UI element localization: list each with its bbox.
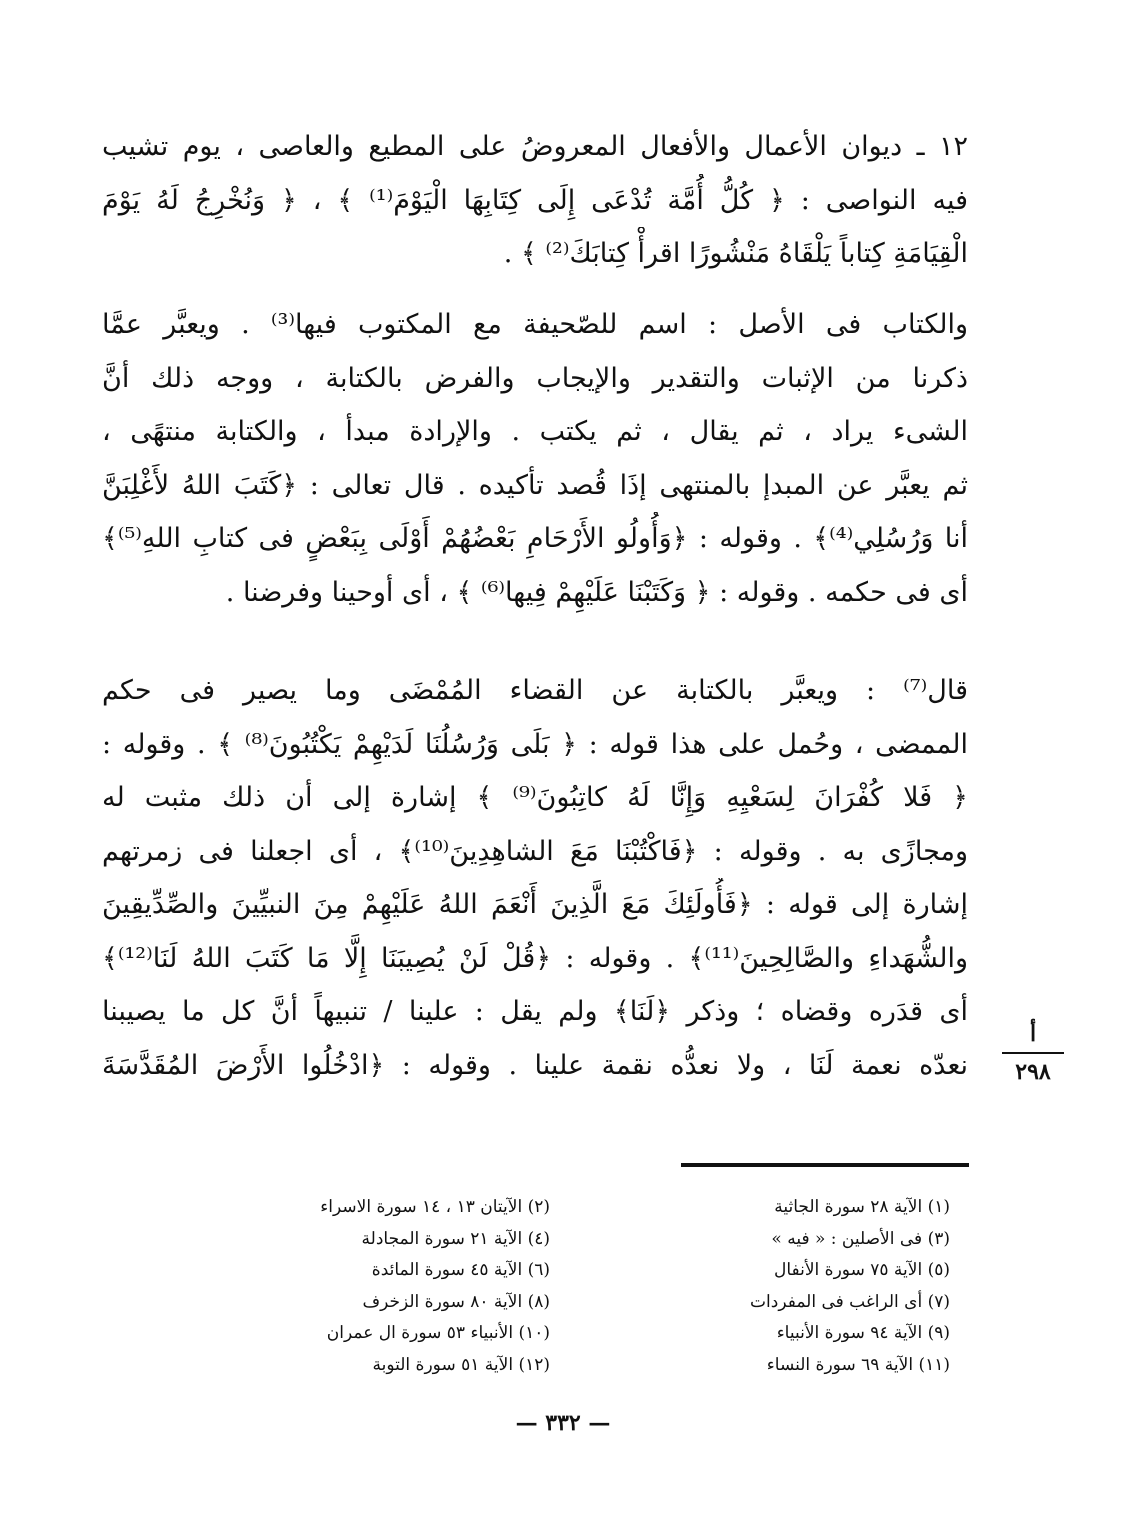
footnote: (١) الآية ٢٨ سورة الجاثية: [774, 1197, 950, 1217]
footnotes-right-column: [590, 1192, 950, 1381]
footnote: (٧) أى الراغب فى المفردات: [750, 1291, 950, 1312]
text-line: والشُّهَداءِ والصَّالِحِينَ⁽¹¹⁾﴾ . وقوله : ﴿قُلْ لَنْ يُصِيبَنَا إِلَّا مَا كَتَبَ اللهُ لَنَا⁽¹²⁾﴾: [102, 942, 968, 974]
footnote-separator: [681, 1163, 969, 1167]
paragraph-2: [102, 298, 968, 619]
text-line: أنا وَرُسُلِي⁽⁴⁾﴾ . وقوله : ﴿وَأُولُو الأَرْحَامِ بَعْضُهُمْ أَوْلَى بِبَعْضٍ فى كتابِ اللهِ⁽⁵⁾﴾: [102, 523, 968, 554]
text-line: ﴿ فَلا كُفْرَانَ لِسَعْيِهِ وَإِنَّا لَهُ كاتِبُونَ⁽⁹⁾ ﴾ إشارة إلى أن ذلك مثبت له: [102, 782, 968, 813]
text-line: ثم يعبَّر عن المبدإ بالمنتهى إذَا قُصد تأكيده . قال تعالى : ﴿كَتَبَ اللهُ لأَغْلِبَنَّ: [102, 469, 968, 501]
text-line: الممضى ، وحُمل على هذا قوله : ﴿ بَلَى وَرُسُلُنَا لَدَيْهِمْ يَكْتُبُونَ⁽⁸⁾ ﴾ . وقوله :: [102, 728, 968, 760]
text-line: الشىء يراد ، ثم يقال ، ثم يكتب . والإرادة مبدأ ، والكتابة منتهًى ،: [102, 416, 968, 447]
footnote: (٥) الآية ٧٥ سورة الأنفال: [774, 1260, 950, 1280]
text-line: ومجازًى به . وقوله : ﴿فَاكْتُبْنَا مَعَ الشاهِدِينَ⁽¹⁰⁾﴾ ، أى اجعلنا فى زمرتهم: [102, 835, 968, 867]
manuscript-folio-note: [1002, 1020, 1064, 1086]
text-line: فيه النواصى : ﴿ كُلُّ أُمَّة تُدْعَى إِلَى كِتَابِهَا الْيَوْمَ⁽¹⁾ ﴾ ، ﴿ وَنُخْرِجُ لَهُ يَوْمَ: [102, 184, 968, 216]
text-line: ذكرنا من الإثبات والتقدير والإيجاب والفرض بالكتابة ، ووجه ذلك أنَّ: [102, 362, 968, 394]
footnote: (٨) الآية ٨٠ سورة الزخرف: [362, 1291, 550, 1312]
folio-divider: [1002, 1052, 1064, 1054]
footnote: (١٠) الأنبياء ٥٣ سورة ال عمران: [326, 1323, 550, 1343]
text-line: أى قدَره وقضاه ؛ وذكر ﴿لَنَا﴾ ولم يقل : علينا / تنبيهاً أنَّ كل ما يصيبنا: [102, 996, 968, 1027]
page-number: — ٣٣٢ —: [515, 1410, 611, 1436]
paragraph-1: [102, 120, 968, 281]
text-line: أى فى حكمه . وقوله : ﴿ وَكَتَبْنَا عَلَيْهِمْ فِيها⁽⁶⁾ ﴾ ، أى أوحينا وفرضنا .: [225, 576, 968, 608]
text-line: والكتاب فى الأصل : اسم للصّحيفة مع المكتوب فيها⁽³⁾ . ويعبَّر عمَّا: [102, 309, 968, 340]
folio-number: ٢٩٨: [1015, 1059, 1051, 1085]
footnote: (٤) الآية ٢١ سورة المجادلة: [361, 1228, 550, 1249]
footnote: (٦) الآية ٤٥ سورة المائدة: [371, 1260, 550, 1280]
text-line: نعدّه نعمة لَنَا ، ولا نعدُّه نقمة علينا . وقوله : ﴿ادْخُلُوا الأَرْضَ المُقَدَّسَةَ: [102, 1049, 968, 1081]
footnote: (٩) الآية ٩٤ سورة الأنبياء: [776, 1323, 950, 1343]
footnotes-left-column: [190, 1192, 550, 1381]
text-line: إشارة إلى قوله : ﴿فَأُولَئِكَ مَعَ الَّذِينَ أَنْعَمَ اللهُ عَلَيْهِمْ مِنَ النبيِّينَ والصِّدِّيقِينَ: [102, 889, 968, 920]
folio-letter: أ: [1029, 1021, 1037, 1047]
text-line: قال⁽⁷⁾ : ويعبَّر بالكتابة عن القضاء المُمْضَى وما يصير فى حكم: [102, 675, 968, 706]
text-line: ١٢ ـ ديوان الأعمال والأفعال المعروضُ على المطيع والعاصى ، يوم تشيب: [102, 131, 968, 162]
footnote: (١٢) الآية ٥١ سورة التوبة: [372, 1354, 550, 1375]
footnote: (٢) الآيتان ١٣ ، ١٤ سورة الاسراء: [320, 1197, 550, 1217]
text-line: الْقِيَامَةِ كِتاباً يَلْقَاهُ مَنْشُورًا اقرأْ كِتابَكَ⁽²⁾ ﴾ .: [503, 238, 968, 269]
footnote: (١١) الآية ٦٩ سورة النساء: [766, 1354, 950, 1375]
footnote: (٣) فى الأصلين : « فيه »: [771, 1228, 950, 1249]
paragraph-3: [102, 664, 968, 1092]
